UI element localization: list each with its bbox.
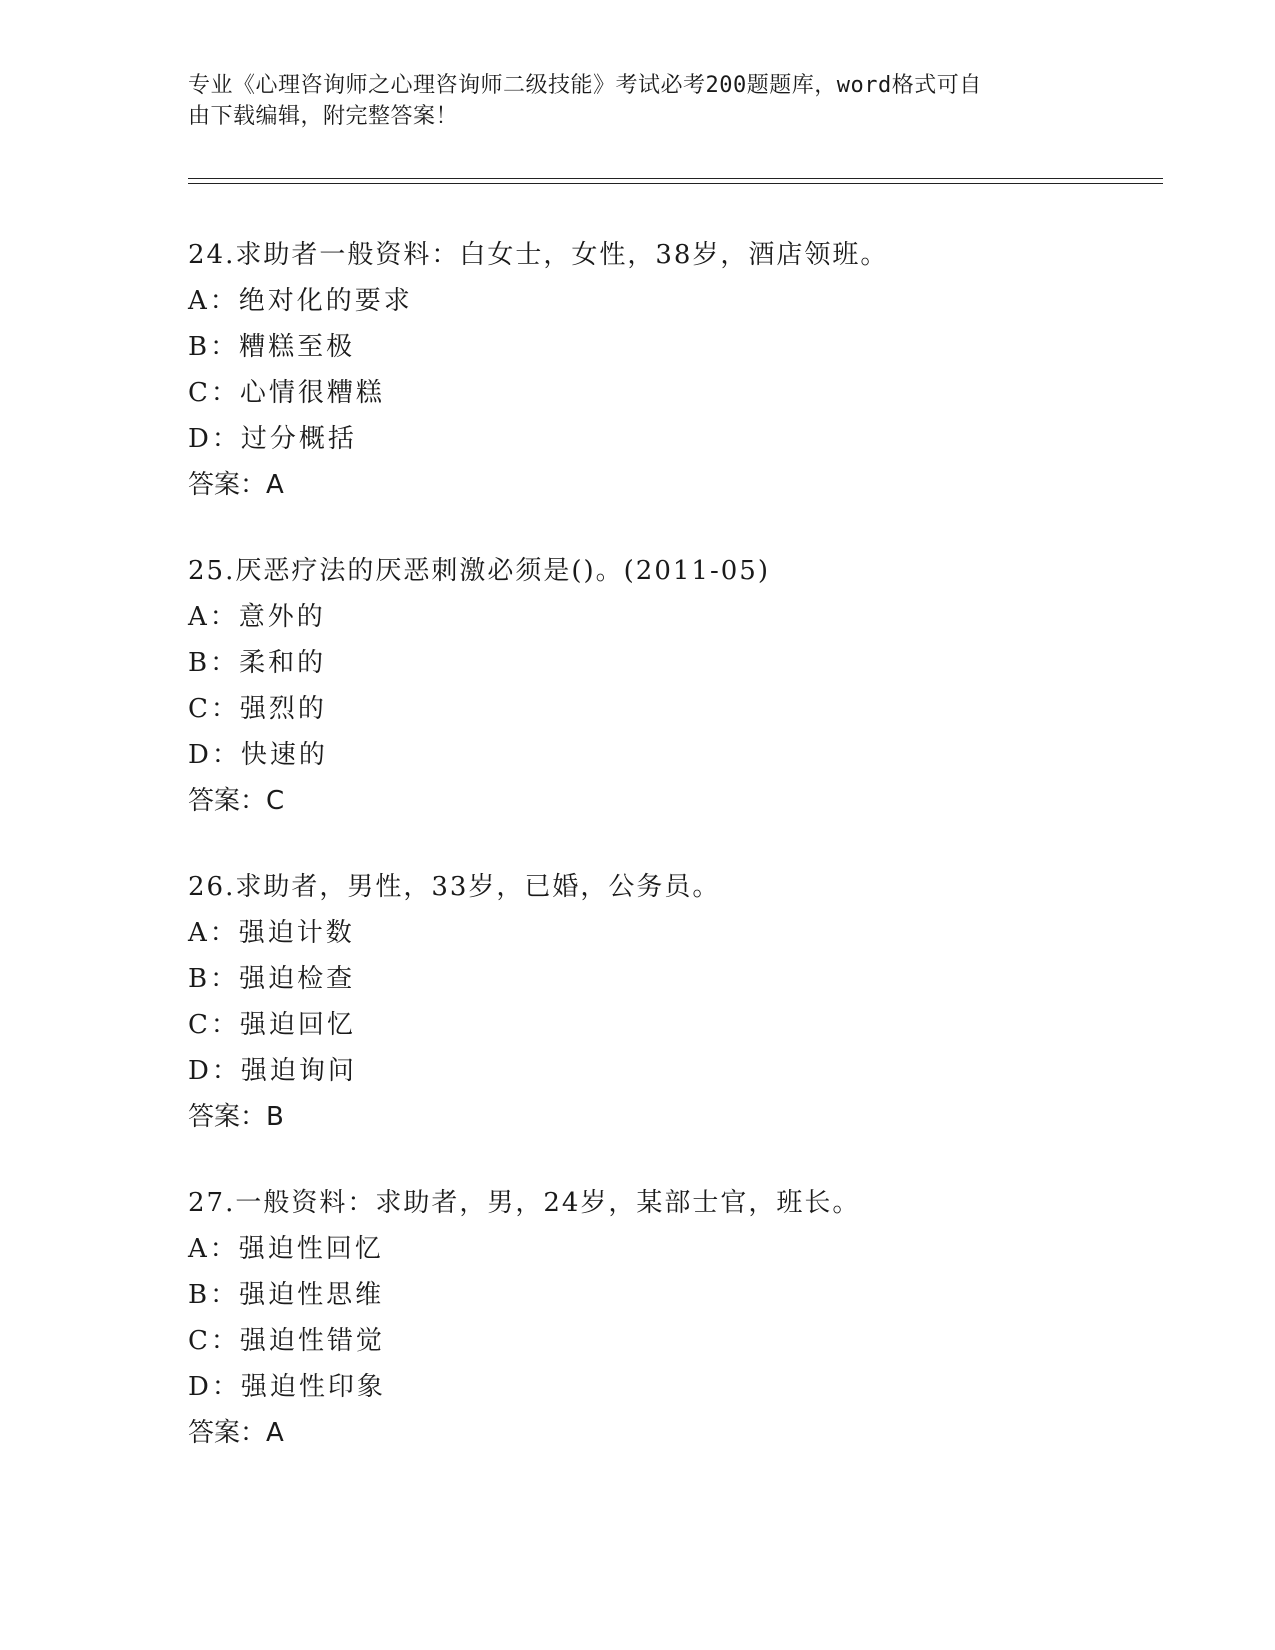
option-b: B：强迫性思维 — [188, 1280, 385, 1310]
header-divider-bottom — [188, 183, 1163, 184]
option-c: C：心情很糟糕 — [188, 378, 385, 408]
question-text: 26.求助者，男性，33岁，已婚，公务员。 — [188, 872, 721, 902]
option-a: A：强迫计数 — [188, 918, 355, 948]
question-text: 27.一般资料：求助者，男，24岁，某部士官，班长。 — [188, 1188, 861, 1218]
answer: 答案：A — [188, 470, 284, 500]
answer: 答案：B — [188, 1102, 284, 1132]
question-text: 25.厌恶疗法的厌恶刺激必须是()。(2011-05) — [188, 556, 770, 586]
option-c: C：强迫回忆 — [188, 1010, 356, 1040]
option-a: A：意外的 — [188, 602, 326, 632]
option-c: C：强迫性错觉 — [188, 1326, 385, 1356]
question-26 — [188, 864, 1148, 1140]
answer: 答案：A — [188, 1418, 284, 1448]
option-b: B：糟糕至极 — [188, 332, 356, 362]
option-a: A：强迫性回忆 — [188, 1234, 384, 1264]
option-d: D：快速的 — [188, 740, 328, 770]
question-24 — [188, 232, 1148, 508]
question-27 — [188, 1180, 1148, 1456]
option-c: C：强烈的 — [188, 694, 327, 724]
question-25 — [188, 548, 1148, 824]
header-line-2: 由下载编辑，附完整答案！ — [188, 104, 459, 129]
option-b: B：强迫检查 — [188, 964, 356, 994]
option-d: D：强迫询问 — [188, 1056, 357, 1086]
question-text: 24.求助者一般资料：白女士，女性，38岁，酒店领班。 — [188, 240, 889, 270]
header-divider-top — [188, 178, 1163, 179]
header-line-1: 专业《心理咨询师之心理咨询师二级技能》考试必考200题题库，word格式可自 — [188, 73, 982, 98]
answer: 答案：C — [188, 786, 285, 816]
document-header — [188, 70, 1088, 132]
option-d: D：过分概括 — [188, 424, 357, 454]
option-b: B：柔和的 — [188, 648, 327, 678]
option-d: D：强迫性印象 — [188, 1372, 386, 1402]
option-a: A：绝对化的要求 — [188, 286, 413, 316]
